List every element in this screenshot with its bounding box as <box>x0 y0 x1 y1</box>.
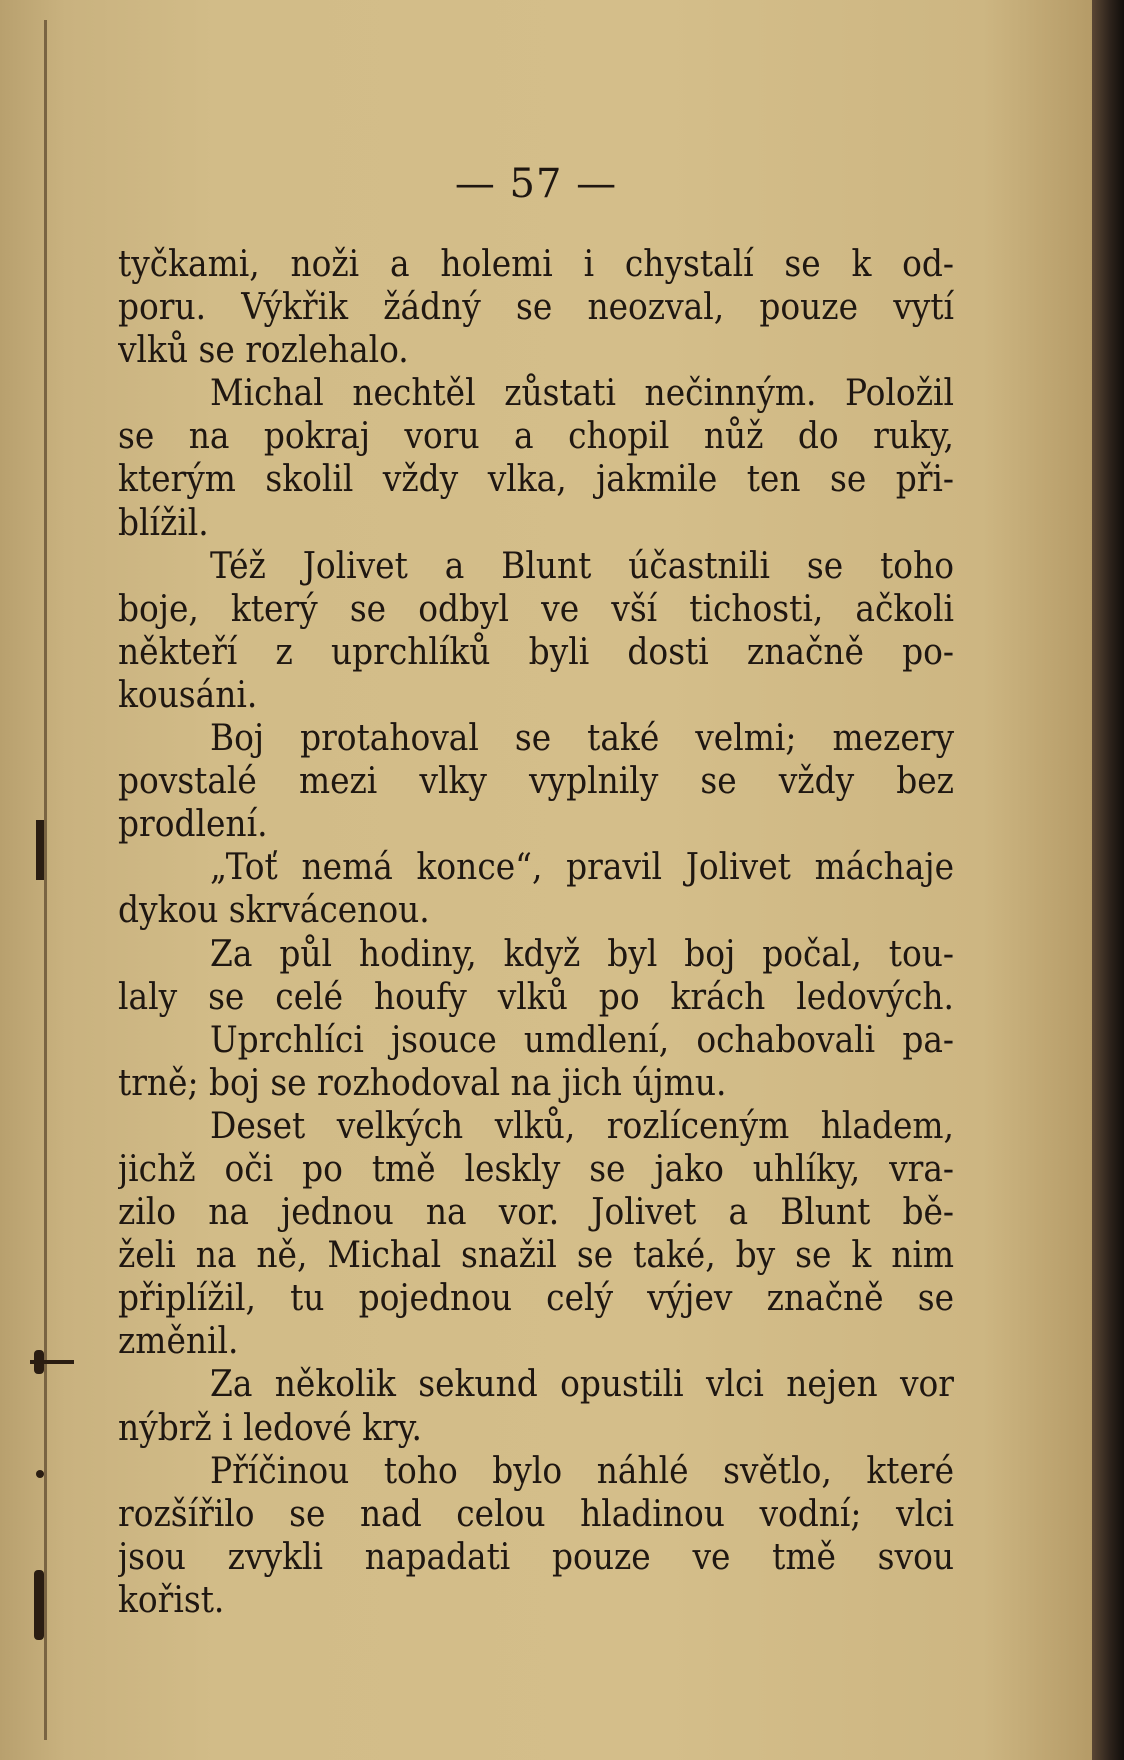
text-line: zilo na jednou na vor. Jolivet a Blunt bě- <box>118 1190 954 1234</box>
text-line: se na pokraj voru a chopil nůž do ruky, <box>118 414 954 458</box>
text-line: vlků se rozlehalo. <box>118 328 409 372</box>
text-line: boje, který se odbyl ve vší tichosti, ačkoli <box>118 586 954 630</box>
text-line: laly se celé houfy vlků po krách ledových. <box>118 974 954 1018</box>
text-line: nýbrž i ledové kry. <box>118 1405 422 1449</box>
text-line: dykou skrvácenou. <box>118 888 430 932</box>
text-line: kousáni. <box>118 672 258 716</box>
text-line: Uprchlíci jsouce umdlení, ochabovali pa- <box>210 1017 954 1061</box>
text-line: Deset velkých vlků, rozlíceným hladem, <box>210 1103 954 1147</box>
text-line: jichž oči po tmě leskly se jako uhlíky, vra- <box>118 1146 954 1190</box>
text-line: Michal nechtěl zůstati nečinným. Položil <box>210 371 954 415</box>
text-line: rozšířilo se nad celou hladinou vodní; vlci <box>118 1491 954 1535</box>
text-line: tyčkami, noži a holemi i chystalí se k od- <box>118 242 954 285</box>
book-edge-shadow <box>1092 0 1124 1760</box>
text-line: Příčinou toho bylo náhlé světlo, které <box>210 1448 954 1492</box>
text-line: Boj protahoval se také velmi; mezery <box>210 716 954 760</box>
text-block <box>118 160 954 1621</box>
page-number: — 57 — <box>454 161 618 207</box>
paragraph <box>118 242 954 371</box>
text-line: kterým skolil vždy vlka, jakmile ten se při- <box>118 457 954 501</box>
text-line: trně; boj se rozhodoval na jich újmu. <box>118 1060 727 1104</box>
text-line: kořist. <box>118 1577 225 1621</box>
gutter-mark <box>34 1570 44 1640</box>
text-line: prodlení. <box>118 802 268 846</box>
paragraph <box>118 544 954 716</box>
paragraph <box>118 1362 954 1448</box>
text-line: povstalé mezi vlky vyplnily se vždy bez <box>118 759 954 803</box>
gutter-mark <box>36 820 44 880</box>
paragraph <box>118 716 954 845</box>
gutter-mark <box>34 1350 44 1374</box>
paragraph <box>118 371 954 543</box>
paragraph <box>118 1018 954 1104</box>
paragraph <box>118 1104 954 1363</box>
text-line: Též Jolivet a Blunt účastnili se toho <box>210 543 954 587</box>
text-line: želi na ně, Michal snažil se také, by se k nim <box>118 1233 954 1277</box>
text-line: blížil. <box>118 500 209 544</box>
paragraph <box>118 1449 954 1621</box>
gutter-mark <box>36 1470 44 1478</box>
text-line: poru. Výkřik žádný se neozval, pouze vytí <box>118 285 954 329</box>
text-line: Za několik sekund opustili vlci nejen vor <box>210 1362 954 1406</box>
paragraph <box>118 932 954 1018</box>
gutter-line <box>44 20 47 1740</box>
text-line: Za půl hodiny, když byl boj počal, tou- <box>210 931 954 975</box>
text-line: „Toť nemá konce“, pravil Jolivet máchaje <box>210 845 954 889</box>
paragraph <box>118 845 954 931</box>
text-line: připlížil, tu pojednou celý výjev značně se <box>118 1276 954 1320</box>
text-line: někteří z uprchlíků byli dosti značně po- <box>118 629 954 673</box>
text-line: změnil. <box>118 1319 239 1363</box>
text-line: jsou zvykli napadati pouze ve tmě svou <box>118 1534 954 1578</box>
